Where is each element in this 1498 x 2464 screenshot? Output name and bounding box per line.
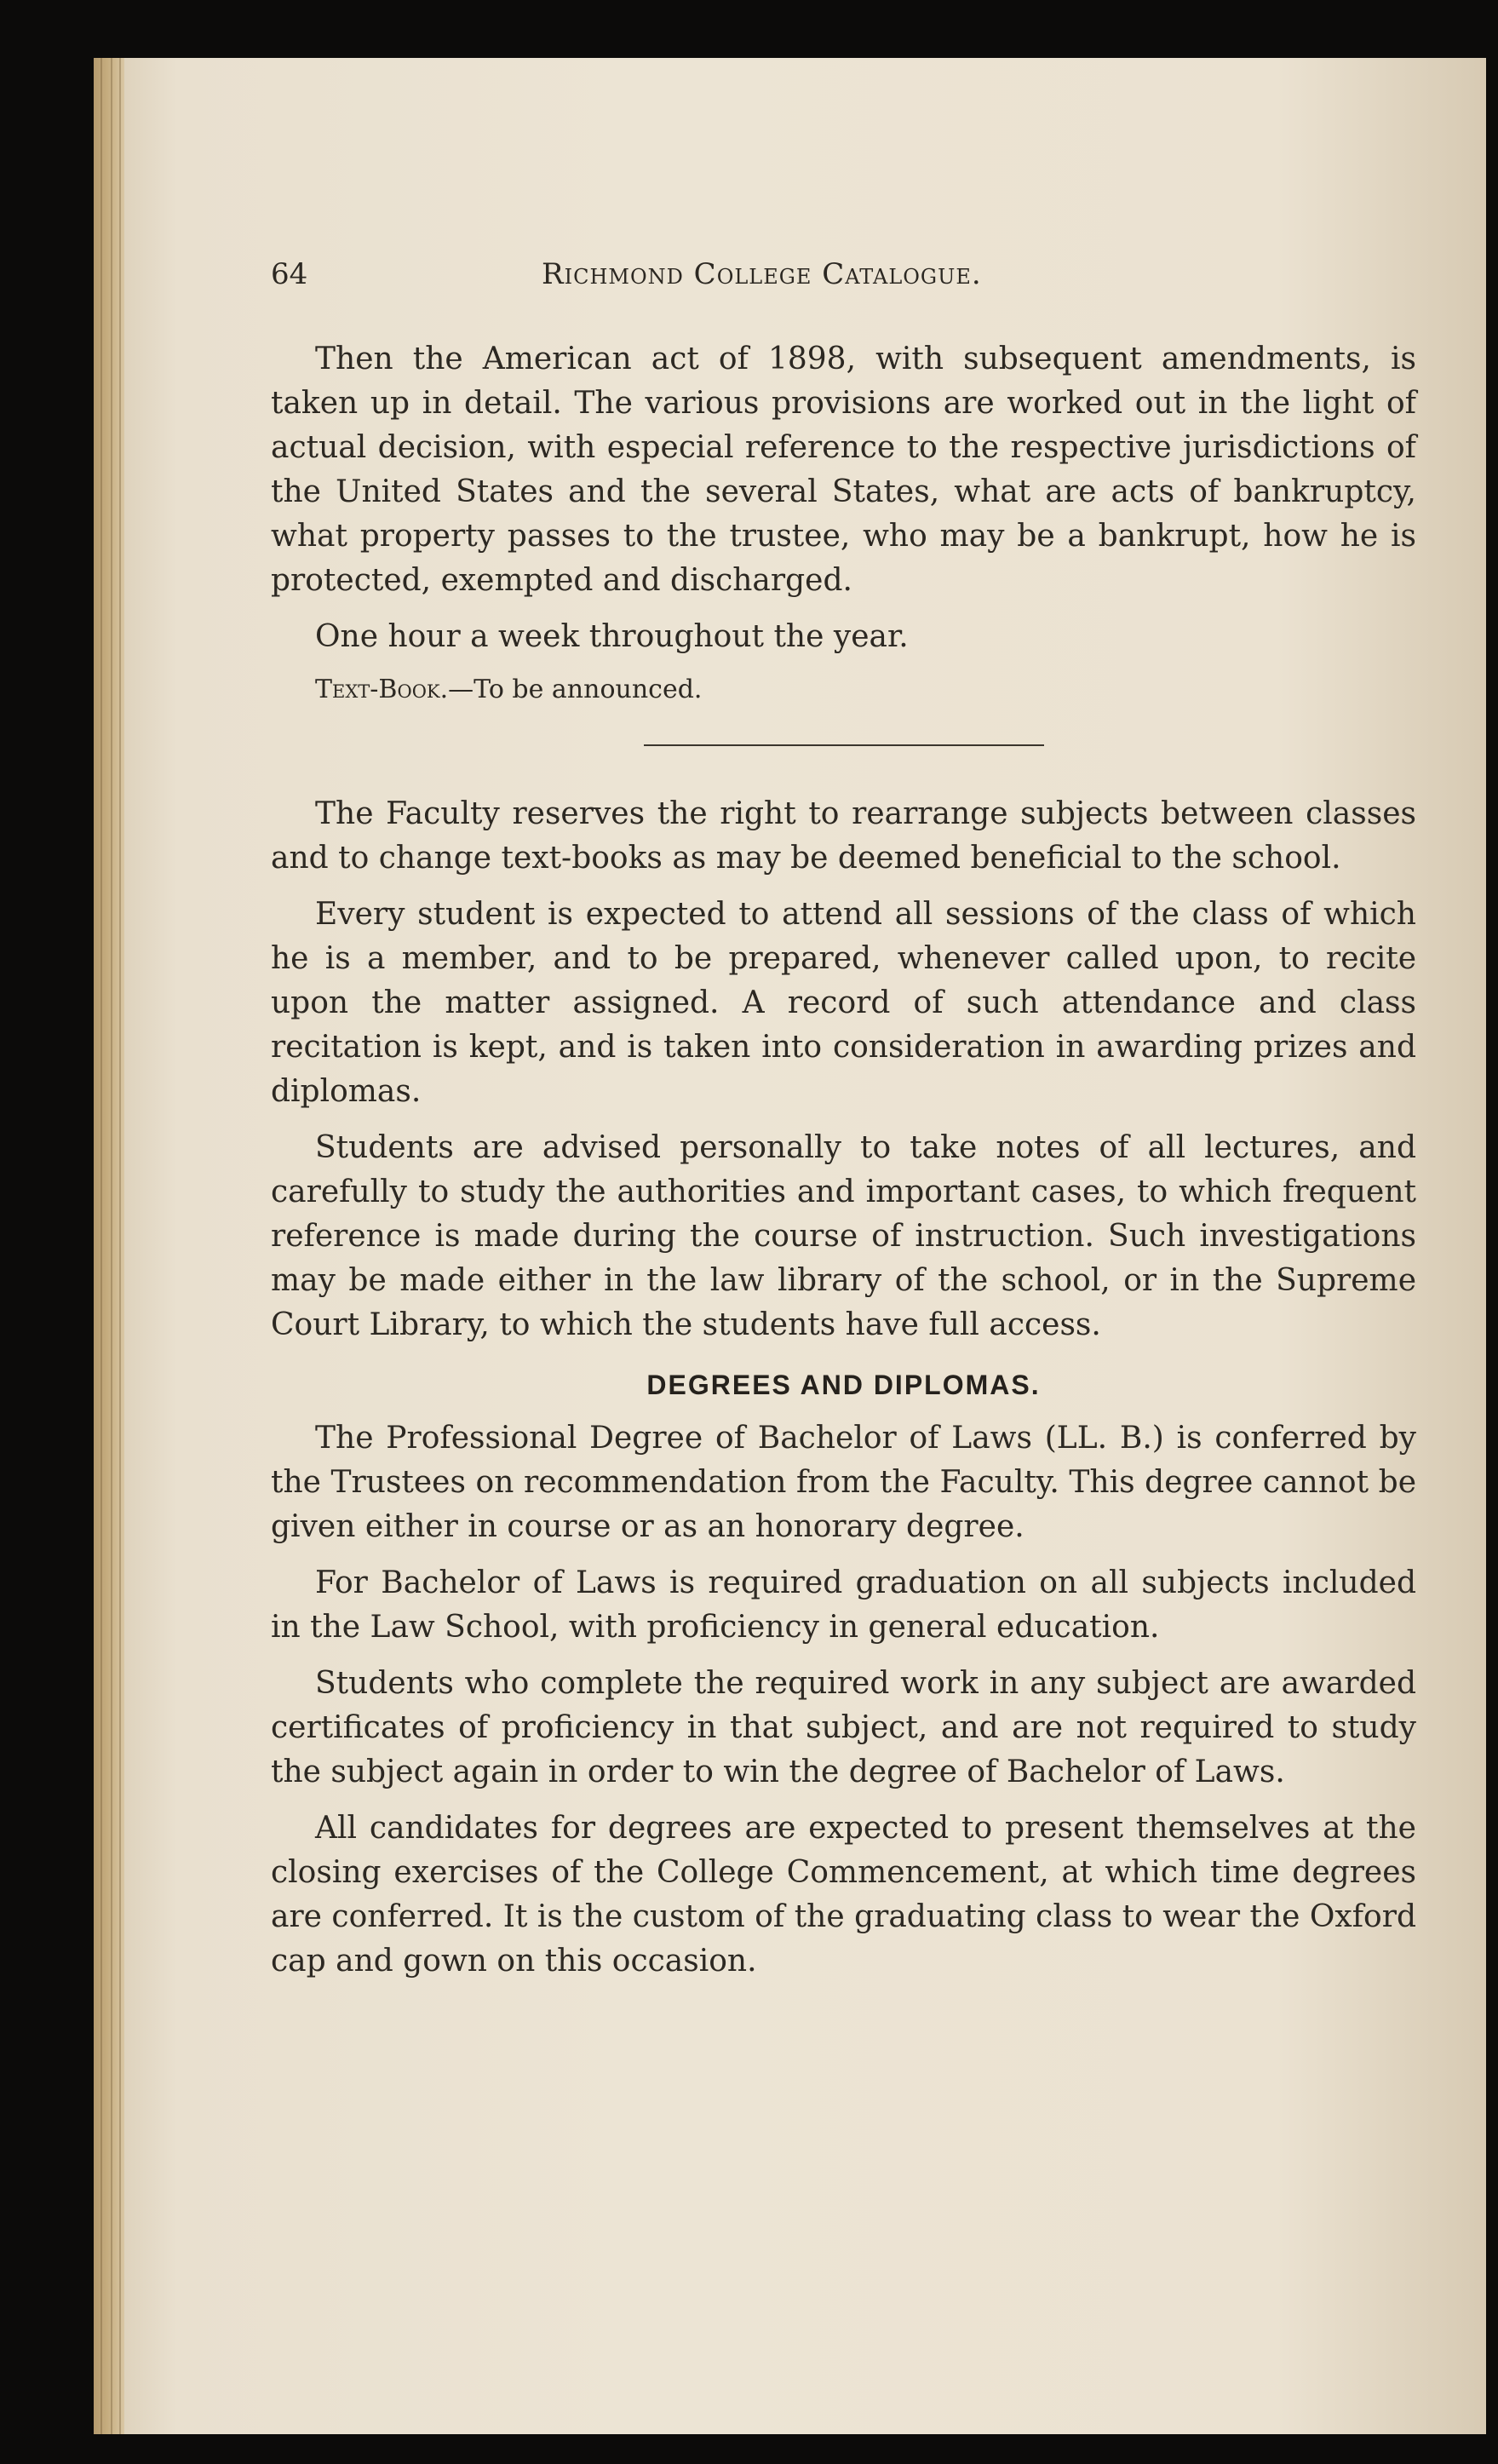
running-title: Richmond College Catalogue. [542,257,982,291]
paragraph-faculty-rights: The Faculty reserves the right to rearrange subjects between classes and to change text-books as may be deemed beneficial to the school. [271,796,1416,876]
page-number: 64 [271,257,308,291]
paragraph-attendance: Every student is expected to attend all sessions of the class of which he is a member, and to be prepared, whenever called upon, to recite upon the matter assigned. A record of such attendance and class recitation is kept, and is taken into consideration in awarding prizes and diplomas. [271,897,1416,1109]
page-edge [94,58,124,2434]
textbook-label: Text-Book. [315,675,449,704]
page-edge-line [119,58,121,2434]
page-edge-line [111,58,112,2434]
text-block [271,257,1416,1996]
textbook-text: —To be announced. [448,675,703,704]
paragraph-study-advice: Students are advised personally to take notes of all lectures, and carefully to study the authorities and important cases, to which frequent reference is made during the course of instruction. Such investigations may be made either in the law library of the school, or in the Supreme Court Library, to which the students have full access. [271,1130,1416,1342]
paragraph-commencement: All candidates for degrees are expected to present themselves at the closing exercises of the College Commencement, at which time degrees are conferred. It is the custom of the graduating class to wear the Oxford cap and gown on this occasion. [271,1811,1416,1979]
paragraph-degree-requirements: For Bachelor of Laws is required graduation on all subjects included in the Law School, with proficiency in general education. [271,1565,1416,1645]
degrees-heading: DEGREES AND DIPLOMAS. [646,1370,1041,1400]
section-divider [644,744,1044,746]
running-head [271,257,1416,308]
page-edge-line [100,58,102,2434]
textbook-line [271,671,1416,709]
paragraph-certificates: Students who complete the required work in any subject are awarded certificates of proficiency in that subject, and are not required to study the subject again in order to win the degree of Bachelor of Laws. [271,1666,1416,1789]
paragraph-degree-conferral: The Professional Degree of Bachelor of Laws (LL. B.) is conferred by the Trustees on recommendation from the Faculty. This degree cannot be given either in course or as an honorary degree. [271,1421,1416,1544]
paragraph-hours: One hour a week throughout the year. [315,619,909,654]
paragraph-bankruptcy-act: Then the American act of 1898, with subsequent amendments, is taken up in detail. The various provisions are worked out in the light of actual decision, with especial reference to the respective jurisdictions of the United States and the several States, what are acts of bankruptcy, what property passes to the trustee, who may be a bankrupt, how he is protected, exempted and discharged. [271,342,1416,598]
